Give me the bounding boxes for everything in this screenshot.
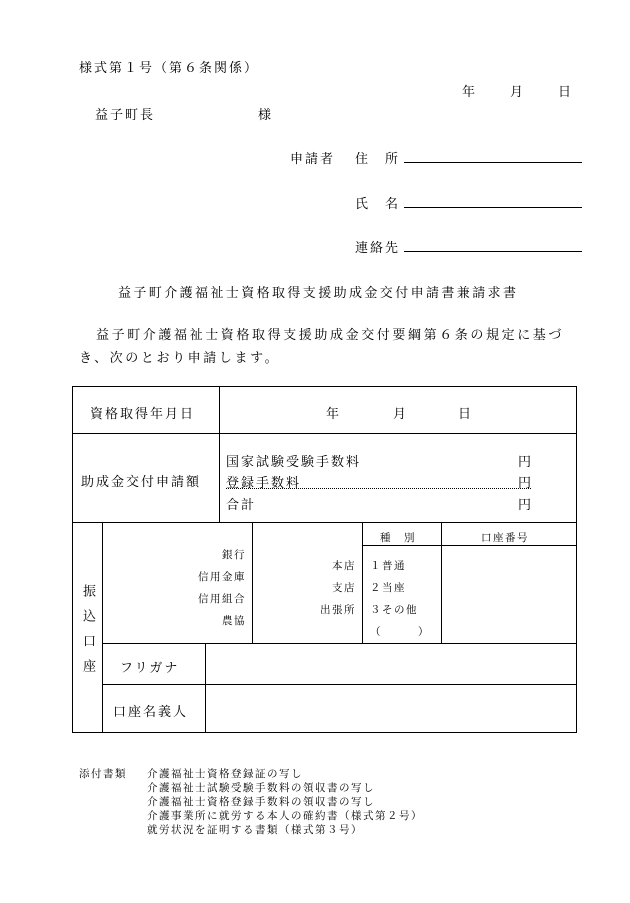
col-divider <box>205 643 206 733</box>
acq-month: 月 <box>393 407 409 422</box>
col-divider <box>362 522 363 643</box>
furigana-label: フリガナ <box>120 661 180 676</box>
row-divider <box>102 643 577 644</box>
kind-option: （ ） <box>370 626 430 638</box>
name-label: 氏 名 <box>355 197 401 212</box>
transfer-account-label: 振込口座 <box>80 584 95 684</box>
address-label: 住 所 <box>355 152 401 167</box>
attachment-item: 就労状況を証明する書類（様式第３号） <box>147 824 363 836</box>
address-field[interactable] <box>404 162 582 163</box>
acq-date-label: 資格取得年月日 <box>90 407 196 422</box>
attachments-label: 添付書類 <box>79 768 127 780</box>
attachment-item: 介護福祉士試験受験手数料の領収書の写し <box>147 782 375 794</box>
bank-type: 信用組合 <box>198 593 246 605</box>
row-divider <box>102 684 577 685</box>
bank-type: 農協 <box>222 615 246 627</box>
account-number-header: 口座番号 <box>481 532 529 544</box>
applicant-label: 申請者 <box>290 152 336 167</box>
kind-option: １普通 <box>370 560 406 572</box>
kind-option: ３その他 <box>370 604 418 616</box>
row-divider <box>72 433 577 434</box>
total-label: 合計 <box>226 498 257 513</box>
yen-unit: 円 <box>518 476 534 491</box>
body-line-1: 益子町介護福祉士資格取得支援助成金交付要綱第６条の規定に基づ <box>96 328 565 343</box>
kind-header: 種 別 <box>380 532 416 544</box>
fee-reg-label: 登録手数料 <box>226 476 302 491</box>
col-divider <box>219 386 220 522</box>
branch-type: 本店 <box>332 560 356 572</box>
contact-field[interactable] <box>404 251 582 252</box>
branch-type: 支店 <box>332 582 356 594</box>
attachment-item: 介護福祉士資格登録手数料の領収書の写し <box>147 796 375 808</box>
account-holder-label: 口座名義人 <box>113 705 189 720</box>
date-year-label: 年 <box>462 85 478 100</box>
acq-day: 日 <box>458 407 474 422</box>
yen-unit: 円 <box>518 498 534 513</box>
kind-option: ２当座 <box>370 582 406 594</box>
addressee-name: 益子町長 <box>95 108 156 123</box>
bank-type: 銀行 <box>222 549 246 561</box>
name-field[interactable] <box>404 207 582 208</box>
addressee-honorific: 様 <box>258 108 274 123</box>
date-month-label: 月 <box>510 85 526 100</box>
bank-type: 信用金庫 <box>198 571 246 583</box>
amount-label: 助成金交付申請額 <box>81 475 202 490</box>
col-divider <box>102 522 103 733</box>
branch-type: 出張所 <box>320 604 356 616</box>
col-divider <box>252 522 253 643</box>
acq-year: 年 <box>326 407 342 422</box>
attachment-item: 介護福祉士資格登録証の写し <box>147 768 303 780</box>
date-day-label: 日 <box>558 85 574 100</box>
contact-label: 連絡先 <box>355 241 401 256</box>
row-divider <box>72 522 577 523</box>
fee-exam-label: 国家試験受験手数料 <box>226 455 362 470</box>
document-title: 益子町介護福祉士資格取得支援助成金交付申請書兼請求書 <box>118 286 519 301</box>
dotted-separator <box>226 488 531 489</box>
body-line-2: き、次のとおり申請します。 <box>79 351 281 366</box>
form-number: 様式第１号（第６条関係） <box>79 61 260 76</box>
col-divider <box>441 522 442 643</box>
yen-unit: 円 <box>518 455 534 470</box>
attachment-item: 介護事業所に就労する本人の確約書（様式第２号） <box>147 810 423 822</box>
row-divider <box>362 545 577 546</box>
